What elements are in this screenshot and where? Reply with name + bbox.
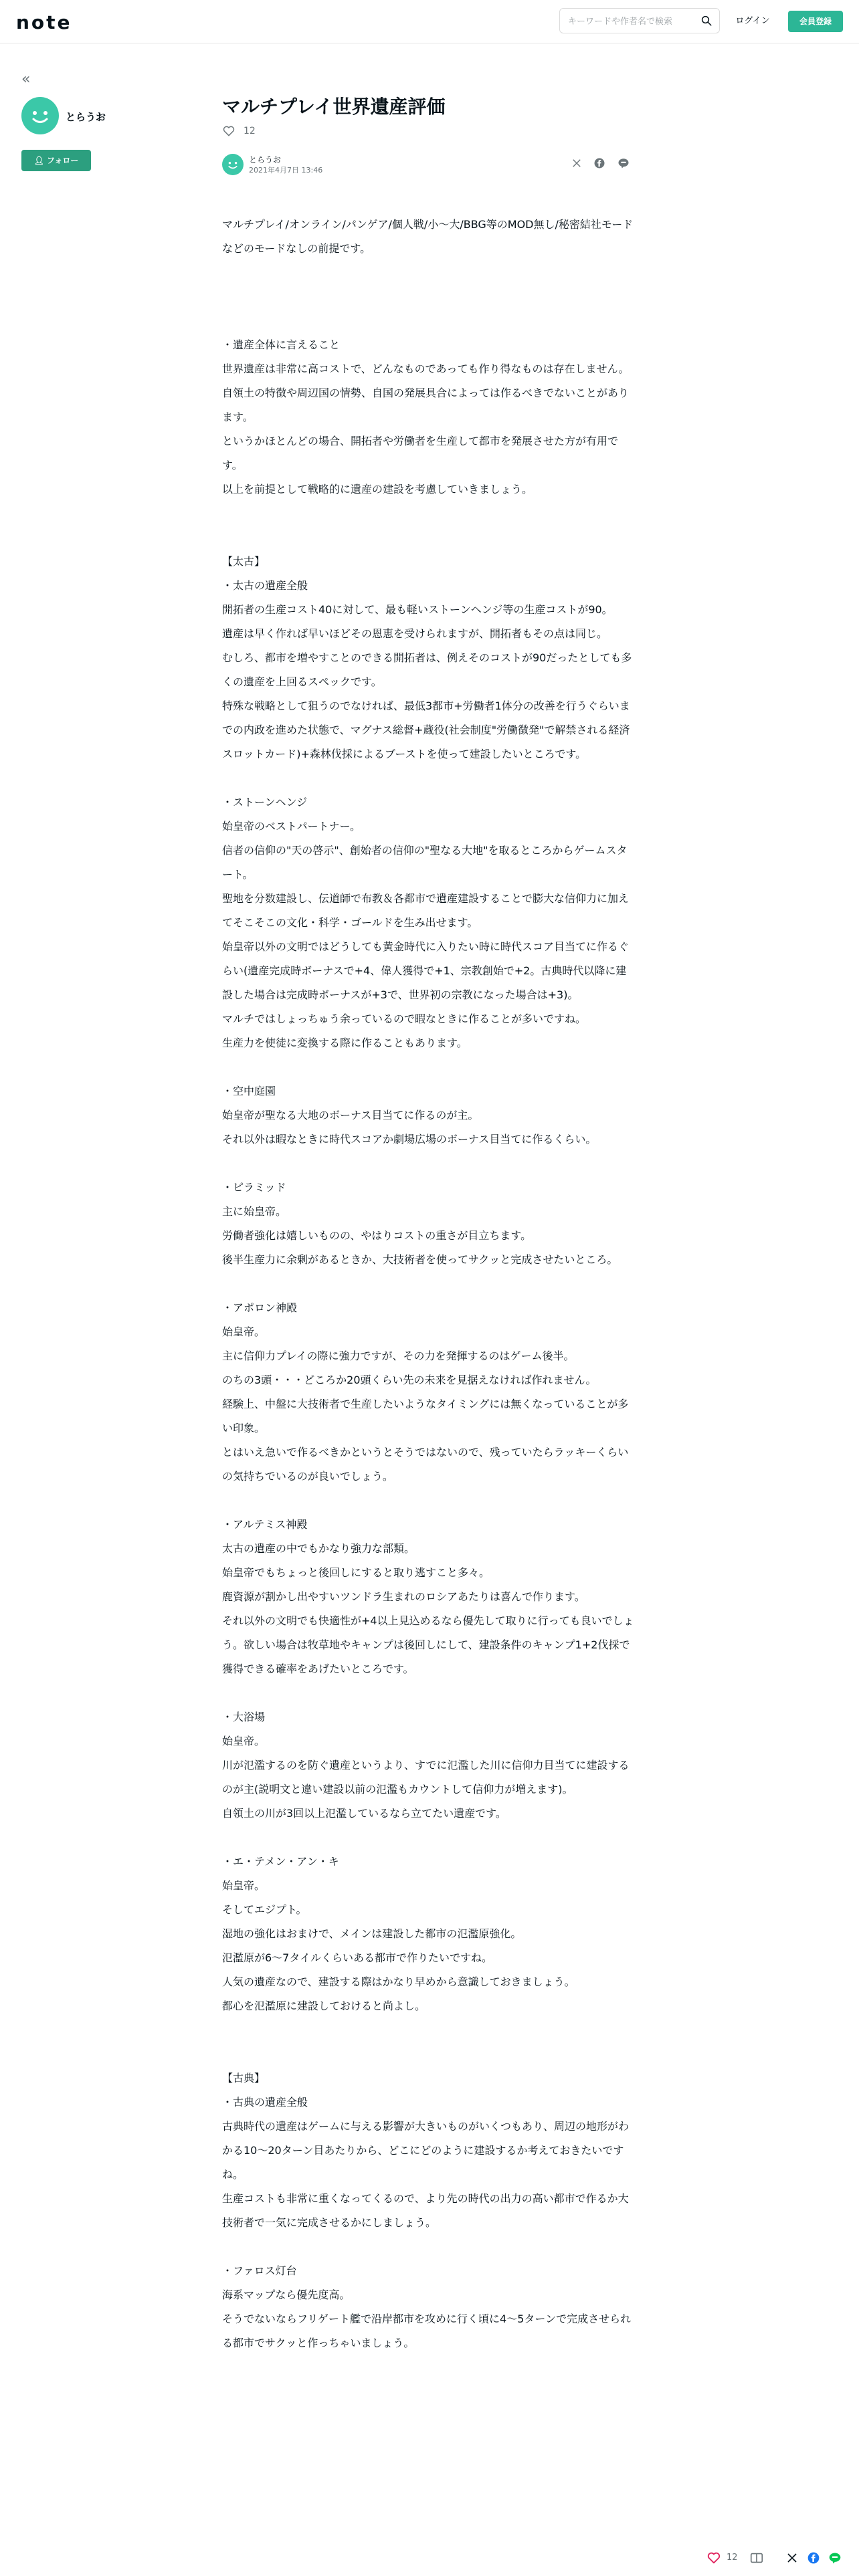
paragraph: 自領土の川が3回以上氾濫しているなら立てたい遺産です。 xyxy=(222,1807,506,1820)
paragraph: 聖地を分数建設し、伝道師で布教＆各都市で遺産建設することで膨大な信仰力に加えてそこそこの文化・科学・ゴールドを生み出せます。 xyxy=(222,892,630,929)
blank-line xyxy=(222,526,637,550)
paragraph: 以上を前提として戦略的に遺産の建設を考慮していきましょう。 xyxy=(222,483,533,496)
paragraph: ・大浴場 xyxy=(222,1711,266,1723)
paragraph: ・ストーンヘンジ xyxy=(222,796,308,809)
blank-line xyxy=(222,2235,637,2259)
paragraph: 始皇帝でもちょっと後回しにすると取り逃すこと多々。 xyxy=(222,1566,490,1579)
paragraph: 海系マップなら優先度高。 xyxy=(222,2288,351,2301)
paragraph: 主に始皇帝。 xyxy=(222,1205,287,1218)
paragraph: 氾濫原が6～7タイルくらいある都市で作りたいですね。 xyxy=(222,1951,493,1964)
paragraph: ・エ・テメン・アン・キ xyxy=(222,1855,339,1868)
blank-line xyxy=(222,309,637,333)
bottom-like-count[interactable]: 12 xyxy=(727,2553,738,2563)
blank-line xyxy=(222,285,637,309)
blank-line xyxy=(222,1152,637,1176)
blank-line xyxy=(222,261,637,285)
paragraph: というかほとんどの場合、開拓者や労働者を生産して都市を発展させた方が有用です。 xyxy=(222,435,619,471)
blank-line xyxy=(222,1681,637,1705)
blank-line xyxy=(222,1272,637,1296)
follow-label: フォロー xyxy=(47,156,79,165)
paragraph: 都心を氾濫原に建設しておけると尚よし。 xyxy=(222,2000,426,2012)
article-body xyxy=(222,213,637,2355)
paragraph: 鹿資源が割かし出やすいツンドラ生まれのロシアあたりは喜んで作ります。 xyxy=(222,1590,585,1603)
paragraph: ・アルテミス神殿 xyxy=(222,1518,308,1531)
like-count[interactable]: 12 xyxy=(244,126,256,136)
byline-author[interactable]: とらうお xyxy=(249,155,282,165)
search-input[interactable] xyxy=(567,9,700,34)
paragraph: そうでないならフリゲート艦で沿岸都市を攻めに行く頃に4～5ターンで完成させられる都市でサクッと作っちゃいましょう。 xyxy=(222,2313,632,2349)
paragraph: 信者の信仰の"天の啓示"、創始者の信仰の"聖なる大地"を取るところからゲームスタート。 xyxy=(222,844,628,881)
x-logo-icon[interactable] xyxy=(787,2551,797,2565)
paragraph: 始皇帝が聖なる大地のボーナス目当てに作るのが主。 xyxy=(222,1109,479,1121)
paragraph: 遺産は早く作れば早いほどその恩恵を受けられますが、開拓者もその点は同じ。 xyxy=(222,627,608,640)
facebook-icon[interactable] xyxy=(807,2551,820,2565)
paragraph: 始皇帝のベストパートナー。 xyxy=(222,820,361,833)
paragraph: 太古の遺産の中でもかなり強力な部類。 xyxy=(222,1542,415,1555)
reader-icon[interactable] xyxy=(749,2551,764,2565)
chevrons-left-icon[interactable]: « xyxy=(21,71,31,88)
smile-face-icon xyxy=(21,97,59,134)
paragraph: マルチプレイ/オンライン/パンゲア/個人戦/小～大/BBG等のMOD無し/秘密結社モードなどのモードなしの前提です。 xyxy=(222,218,634,255)
blank-line xyxy=(222,1489,637,1513)
paragraph: 始皇帝以外の文明ではどうしても黄金時代に入りたい時に時代スコア目当てに作るぐらい(遺産完成時ボーナスで+4、偉人獲得で+1、宗教創始で+2。古典時代以降に建設した場合は完成時ボーナスが+3で、世界初の宗教になった場合は+3)。 xyxy=(222,940,630,1001)
x-logo-icon[interactable] xyxy=(570,156,583,170)
paragraph: 生産コストも非常に重くなってくるので、より先の時代の出力の高い都市で作るか大技術者で一気に完成させるかにしましょう。 xyxy=(222,2192,629,2229)
paragraph: 後半生産力に余剰があるときか、大技術者を使ってサクッと完成させたいところ。 xyxy=(222,1253,618,1266)
site-header xyxy=(0,0,859,43)
paragraph: 主に信仰力プレイの際に強力ですが、その力を発揮するのはゲーム後半。 xyxy=(222,1350,575,1362)
paragraph: ・太古の遺産全般 xyxy=(222,579,308,592)
blank-line xyxy=(222,1055,637,1079)
follow-button[interactable] xyxy=(21,150,91,171)
smile-face-icon xyxy=(222,154,244,175)
author-name[interactable]: とらうお xyxy=(66,111,106,123)
paragraph: ・遺産全体に言えること xyxy=(222,338,341,351)
line-icon[interactable] xyxy=(828,2551,842,2565)
paragraph: むしろ、都市を増やすことのできる開拓者は、例えそのコストが90だったとしても多くの遺産を上回るスペックです。 xyxy=(222,651,632,688)
paragraph: 開拓者の生産コスト40に対して、最も軽いストーンヘンジ等の生産コストが90。 xyxy=(222,603,613,616)
search-icon[interactable] xyxy=(700,15,712,27)
byline-avatar[interactable] xyxy=(222,154,244,175)
paragraph: それ以外の文明でも快適性が+4以上見込めるなら優先して取りに行っても良いでしょう。欲しい場合は牧草地やキャンプは後回しにして、建設条件のキャンプ1+2伐採で獲得できる確率をあげたいところです。 xyxy=(222,1614,634,1675)
paragraph: 人気の遺産なので、建設する際はかなり早めから意識しておきましょう。 xyxy=(222,1975,575,1988)
byline xyxy=(222,152,632,175)
blank-line xyxy=(222,766,637,790)
blank-line xyxy=(222,2042,637,2066)
publish-date: 2021年4月7日 13:46 xyxy=(249,166,323,175)
paragraph: 世界遺産は非常に高コストで、どんなものであっても作り得なものは存在しません。 xyxy=(222,362,630,375)
paragraph: 【古典】 xyxy=(222,2072,266,2084)
paragraph: 湿地の強化はおまけで、メインは建設した都市の氾濫原強化。 xyxy=(222,1927,522,1940)
paragraph: 川が氾濫するのを防ぐ遺産というより、すでに氾濫した川に信仰力目当てに建設するのが主(説明文と違い建設以前の氾濫もカウントして信仰力が増えます)。 xyxy=(222,1759,630,1796)
paragraph: 【太古】 xyxy=(222,555,266,568)
user-plus-icon: 👤︎ xyxy=(33,156,44,165)
paragraph: それ以外は暇なときに時代スコアか劇場広場のボーナス目当てに作るくらい。 xyxy=(222,1133,597,1146)
search-box[interactable] xyxy=(559,8,720,33)
paragraph: ・古典の遺産全般 xyxy=(222,2096,308,2109)
blank-line xyxy=(222,2018,637,2042)
paragraph: そしてエジプト。 xyxy=(222,1903,307,1916)
paragraph: ・アポロン神殿 xyxy=(222,1301,298,1314)
note-logo[interactable]: note xyxy=(16,11,72,33)
heart-icon[interactable] xyxy=(706,2551,721,2565)
paragraph: 自領土の特徴や周辺国の情勢、自国の発展具合によっては作るべきでないことがあります。 xyxy=(222,387,630,423)
paragraph: 経験上、中盤に大技術者で生産したいようなタイミングには無くなっていることが多い印象。 xyxy=(222,1398,629,1434)
paragraph: ・空中庭園 xyxy=(222,1085,276,1097)
paragraph: マルチではしょっちゅう余っているので暇なときに作ることが多いですね。 xyxy=(222,1012,587,1025)
blank-line xyxy=(222,1826,637,1850)
heart-icon[interactable] xyxy=(222,124,235,138)
paragraph: 始皇帝。 xyxy=(222,1325,266,1338)
facebook-icon[interactable] xyxy=(593,156,606,170)
paragraph: ・ピラミッド xyxy=(222,1181,286,1194)
paragraph: 始皇帝。 xyxy=(222,1735,266,1747)
paragraph: 始皇帝。 xyxy=(222,1879,266,1892)
signup-button[interactable]: 会員登録 xyxy=(788,11,843,32)
paragraph: 労働者強化は嬉しいものの、やはりコストの重さが目立ちます。 xyxy=(222,1229,532,1242)
paragraph: 特殊な戦略として狙うのでなければ、最低3都市+労働者1体分の改善を行うぐらいまでの内政を進めた状態で、マグナス総督+蔵役(社会制度"労働徴発"で解禁される経済スロットカード)+森林伐採によるブーストを使って建設したいところです。 xyxy=(222,700,630,760)
paragraph: とはいえ急いで作るべきかというとそうではないので、残っていたらラッキーくらいの気持ちでいるのが良いでしょう。 xyxy=(222,1446,629,1483)
login-link[interactable]: ログイン xyxy=(735,16,770,26)
paragraph: ・ファロス灯台 xyxy=(222,2264,297,2277)
paragraph: のちの3頭・・・どころか20頭くらい先の未来を見据えなければ作れません。 xyxy=(222,1374,597,1386)
blank-line xyxy=(222,502,637,526)
bottom-action-bar xyxy=(696,2545,859,2572)
article-title: マルチプレイ世界遺産評価 xyxy=(222,96,446,118)
author-avatar[interactable] xyxy=(21,97,59,134)
paragraph: 古典時代の遺産はゲームに与える影響が大きいものがいくつもあり、周辺の地形がわかる10～20ターン目あたりから、どこにどのように建設するか考えておきたいですね。 xyxy=(222,2120,630,2181)
paragraph: 生産力を使徒に変換する際に作ることもあります。 xyxy=(222,1037,468,1049)
line-icon[interactable] xyxy=(617,156,630,170)
